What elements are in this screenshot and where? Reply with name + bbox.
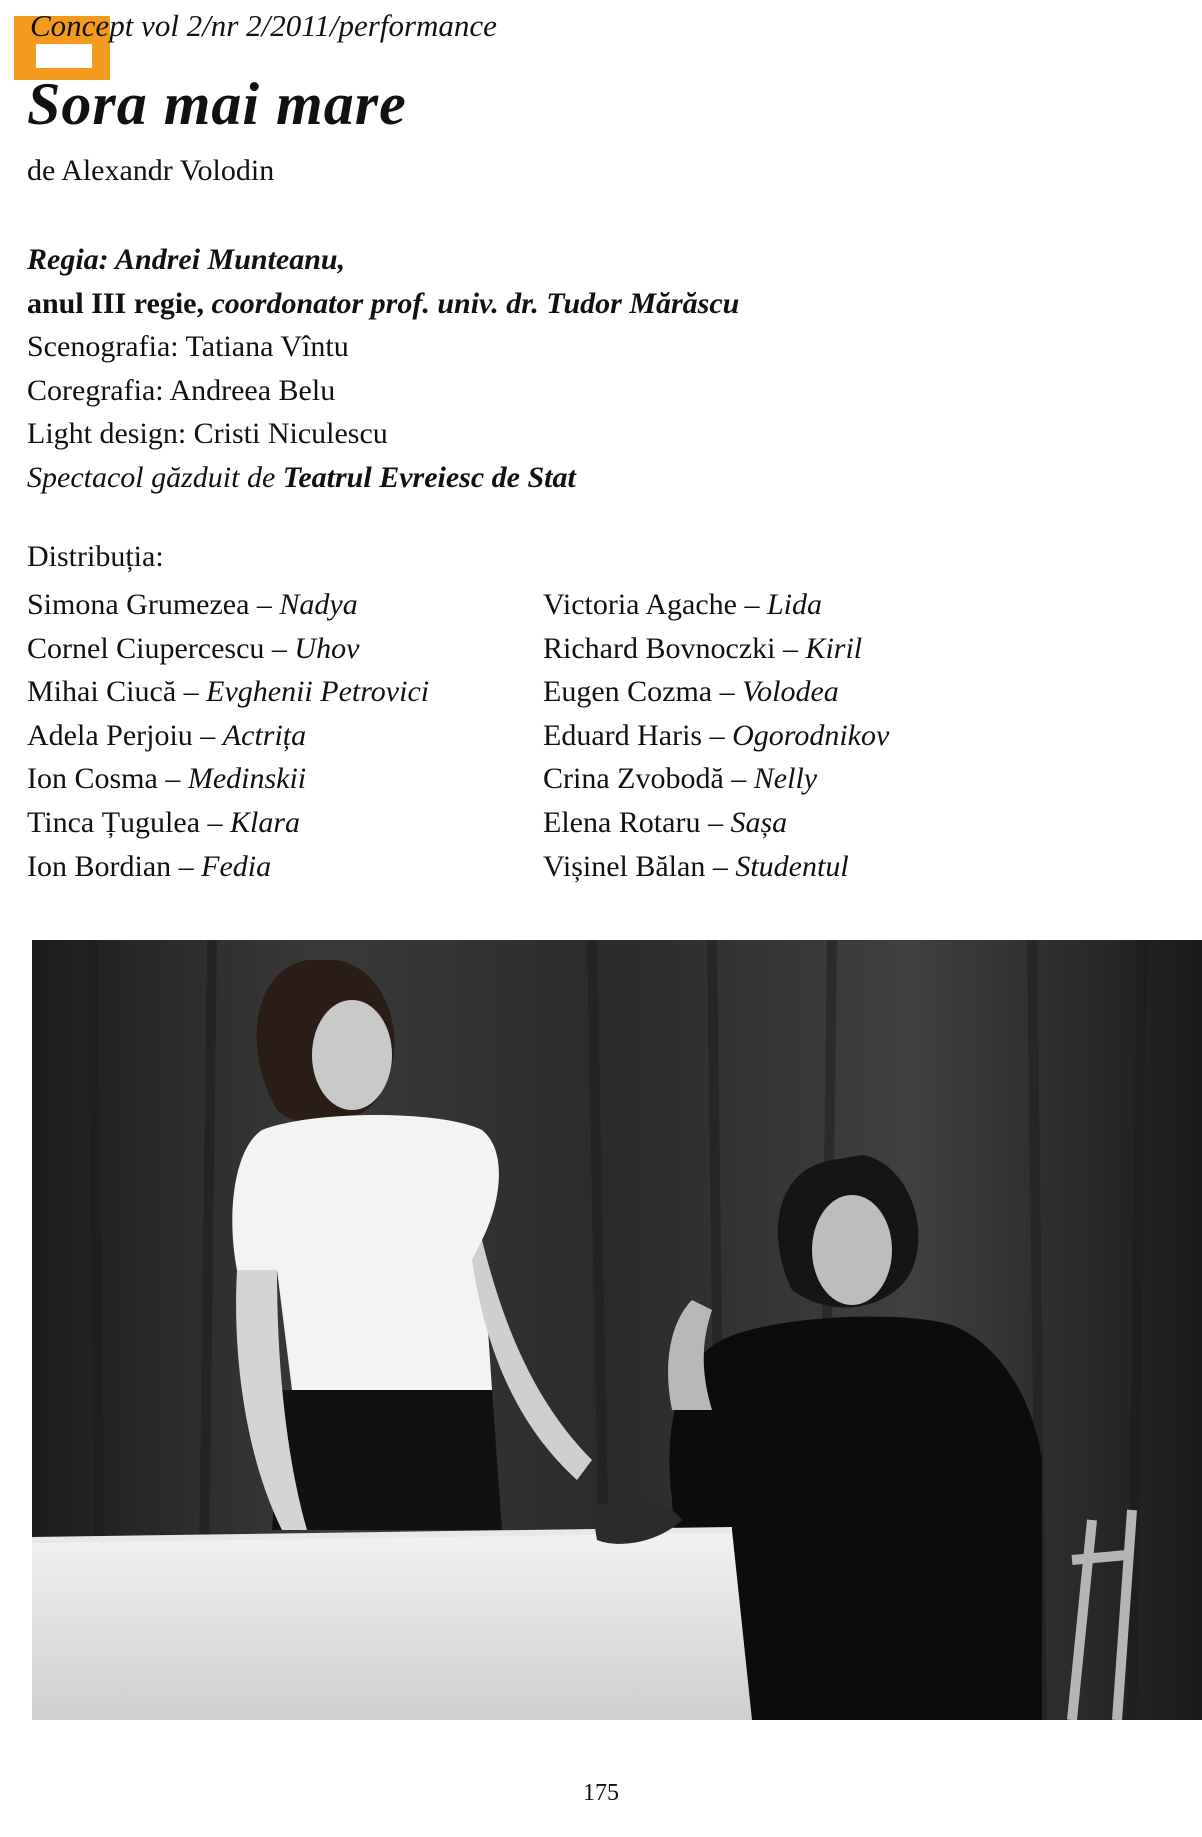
cast-entry: Eugen Cozma – Volodea xyxy=(543,675,839,709)
author-line: de Alexandr Volodin xyxy=(27,154,275,187)
hosted-theatre: Teatrul Evreiesc de Stat xyxy=(282,460,576,494)
role-name: Volodea xyxy=(742,675,839,709)
role-name: Sașa xyxy=(730,805,788,839)
actor-name: Mihai Ciucă xyxy=(27,675,177,709)
program-line: anul III regie, coordonator prof. univ. dr. Tudor Mărăscu xyxy=(27,286,740,320)
actor-name: Adela Perjoiu xyxy=(27,718,193,752)
actor-name: Richard Bovnoczki xyxy=(543,631,776,665)
role-name: Kiril xyxy=(805,631,863,665)
journal-logo-inner xyxy=(36,44,92,68)
coordinator: coordonator prof. univ. dr. Tudor Mărăscu xyxy=(211,286,740,320)
cast-entry: Richard Bovnoczki – Kiril xyxy=(543,631,863,665)
actor-name: Simona Grumezea xyxy=(27,588,250,621)
distribution-label: Distribuția: xyxy=(27,540,164,573)
cast-entry: Elena Rotaru – Sașa xyxy=(543,805,788,839)
cast-entry: Mihai Ciucă – Evghenii Petrovici xyxy=(27,675,430,709)
scenography-line: Scenografia: Tatiana Vîntu xyxy=(27,330,349,363)
role-name: Klara xyxy=(230,805,301,839)
actor-name: Ion Bordian xyxy=(27,849,172,883)
hosted-line xyxy=(27,456,739,500)
cast-list-left xyxy=(27,583,429,888)
actor-name: Eugen Cozma xyxy=(543,675,713,709)
journal-header: Concept vol 2/nr 2/2011/performance xyxy=(30,8,497,43)
stage-scene-illustration xyxy=(32,940,1202,1720)
year-program: anul III regie xyxy=(27,286,197,320)
light-design-line: Light design: Cristi Niculescu xyxy=(27,417,388,450)
role-name: Fedia xyxy=(201,849,272,883)
hosted-prefix: Spectacol găzduit de xyxy=(27,460,276,494)
role-name: Nelly xyxy=(753,762,818,796)
cast-entry: Simona Grumezea – Nadya xyxy=(27,588,358,621)
performance-photo xyxy=(32,940,1202,1720)
role-name: Medinskii xyxy=(187,762,307,796)
role-name: Actrița xyxy=(222,718,307,752)
cast-entry: Vișinel Bălan – Studentul xyxy=(543,849,849,883)
actor-name: Ion Cosma xyxy=(27,762,158,796)
choreography-line: Coregrafia: Andreea Belu xyxy=(27,373,336,407)
actor-name: Elena Rotaru xyxy=(543,805,701,839)
role-name: Nadya xyxy=(279,588,358,621)
cast-entry: Tinca Țugulea – Klara xyxy=(27,805,301,839)
cast-entry: Adela Perjoiu – Actrița xyxy=(27,718,307,752)
role-name: Ogorodnikov xyxy=(732,718,890,752)
cast-entry: Cornel Ciupercescu – Uhov xyxy=(27,631,360,665)
page-title: Sora mai mare xyxy=(27,71,407,137)
cast-entry: Eduard Haris – Ogorodnikov xyxy=(543,718,890,752)
actor-name: Victoria Agache xyxy=(543,588,737,621)
role-name: Studentul xyxy=(735,849,849,883)
cast-entry: Victoria Agache – Lida xyxy=(543,588,822,621)
actor-name: Eduard Haris xyxy=(543,718,703,752)
cast-list-right xyxy=(543,583,889,888)
page-number: 175 xyxy=(583,1780,619,1806)
actor-name: Tinca Țugulea xyxy=(27,805,201,839)
actor-name: Cornel Ciupercescu xyxy=(27,631,265,665)
cast-entry: Ion Bordian – Fedia xyxy=(27,849,272,883)
direction-line: Regia: Andrei Munteanu, xyxy=(27,243,346,276)
actor-name: Crina Zvobodă xyxy=(543,762,724,796)
cast-entry: Crina Zvobodă – Nelly xyxy=(543,762,818,796)
role-name: Uhov xyxy=(294,631,360,665)
role-name: Lida xyxy=(766,588,822,621)
role-name: Evghenii Petrovici xyxy=(206,675,430,709)
actor-name: Vișinel Bălan xyxy=(543,849,706,883)
credits-block xyxy=(27,238,739,499)
cast-entry: Ion Cosma – Medinskii xyxy=(27,762,307,796)
